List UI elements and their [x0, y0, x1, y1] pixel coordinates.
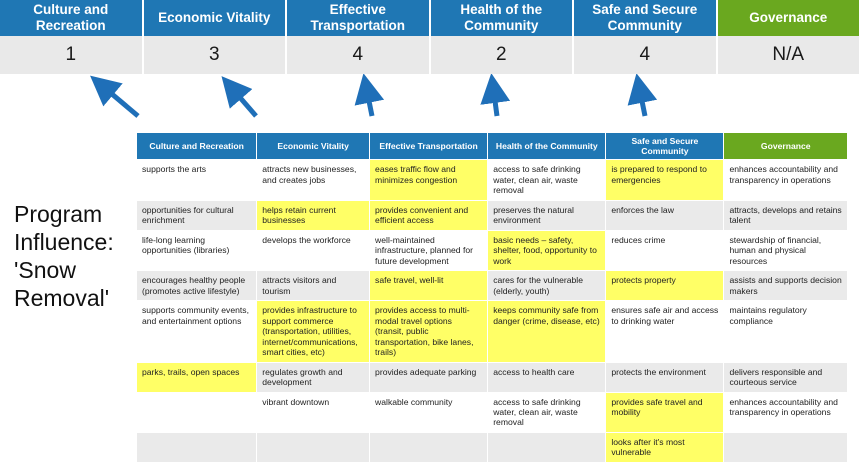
matrix-cell: access to safe drinking water, clean air, waste removal — [488, 392, 606, 432]
matrix-cell: attracts visitors and tourism — [257, 271, 370, 301]
table-row — [137, 160, 848, 200]
matrix-cell — [724, 432, 848, 462]
program-influence-caption: Program Influence: 'Snow Removal' — [14, 201, 114, 312]
matrix-cell: provides safe travel and mobility — [606, 392, 724, 432]
matrix-cell: access to safe drinking water, clean air, waste removal — [488, 160, 606, 200]
score-effective-transportation: 4 — [287, 36, 431, 74]
matrix-cell: assists and supports decision makers — [724, 271, 848, 301]
strategic-outcomes-matrix — [136, 132, 848, 463]
matrix-cell: enhances accountability and transparency in operations — [724, 160, 848, 200]
matrix-header-effective-transportation: Effective Transportation — [370, 133, 488, 160]
matrix-cell: safe travel, well-lit — [370, 271, 488, 301]
arrow-group — [0, 74, 859, 134]
matrix-cell: enhances accountability and transparency in operations — [724, 392, 848, 432]
matrix-cell: is prepared to respond to emergencies — [606, 160, 724, 200]
matrix-header-health-of-the-community: Health of the Community — [488, 133, 606, 160]
matrix-cell: attracts new businesses, and creates jobs — [257, 160, 370, 200]
table-row — [137, 200, 848, 230]
table-row — [137, 362, 848, 392]
matrix-cell: parks, trails, open spaces — [137, 362, 257, 392]
scorecard-header-band — [0, 0, 859, 36]
table-row — [137, 301, 848, 362]
matrix-header-safe-and-secure-community: Safe and Secure Community — [606, 133, 724, 160]
matrix-cell — [488, 432, 606, 462]
score-culture-and-recreation: 1 — [0, 36, 144, 74]
header-cell-governance: Governance — [718, 0, 859, 36]
matrix-cell: provides adequate parking — [370, 362, 488, 392]
matrix-cell: eases traffic flow and minimizes congestion — [370, 160, 488, 200]
matrix-cell: attracts, develops and retains talent — [724, 200, 848, 230]
table-row — [137, 271, 848, 301]
matrix-cell: reduces crime — [606, 230, 724, 270]
arrow-icon-culture-and-recreation — [100, 84, 138, 116]
matrix-cell: provides infrastructure to support commerce (transportation, utilities, internet/communications, smart cities, etc) — [257, 301, 370, 362]
arrow-icon-effective-transportation — [366, 86, 372, 116]
score-safe-and-secure-community: 4 — [574, 36, 718, 74]
matrix-cell: provides convenient and efficient access — [370, 200, 488, 230]
matrix-cell: provides access to multi-modal travel options (transit, public transportation, bike lanes, trails) — [370, 301, 488, 362]
header-cell-effective-transportation: Effective Transportation — [287, 0, 431, 36]
matrix-cell: life-long learning opportunities (libraries) — [137, 230, 257, 270]
matrix-cell — [137, 432, 257, 462]
matrix-header-economic-vitality: Economic Vitality — [257, 133, 370, 160]
score-health-of-the-community: 2 — [431, 36, 575, 74]
score-economic-vitality: 3 — [144, 36, 288, 74]
matrix-cell: looks after it's most vulnerable — [606, 432, 724, 462]
matrix-cell: keeps community safe from danger (crime, disease, etc) — [488, 301, 606, 362]
matrix-cell: cares for the vulnerable (elderly, youth) — [488, 271, 606, 301]
matrix-cell — [257, 432, 370, 462]
matrix-cell: helps retain current businesses — [257, 200, 370, 230]
table-row — [137, 392, 848, 432]
matrix-cell — [370, 432, 488, 462]
arrow-icon-health-of-the-community — [493, 86, 497, 116]
score-band — [0, 36, 859, 74]
matrix-cell: protects the environment — [606, 362, 724, 392]
matrix-cell: enforces the law — [606, 200, 724, 230]
header-cell-safe-and-secure-community: Safe and Secure Community — [574, 0, 718, 36]
matrix-cell: walkable community — [370, 392, 488, 432]
matrix-cell: maintains regulatory compliance — [724, 301, 848, 362]
matrix-cell: well-maintained infrastructure, planned for future development — [370, 230, 488, 270]
matrix-cell: encourages healthy people (promotes active lifestyle) — [137, 271, 257, 301]
matrix-header-governance: Governance — [724, 133, 848, 160]
matrix-cell: opportunities for cultural enrichment — [137, 200, 257, 230]
arrow-icon-safe-and-secure-community — [639, 86, 645, 116]
score-governance: N/A — [772, 44, 805, 65]
matrix-cell: stewardship of financial, human and physical resources — [724, 230, 848, 270]
matrix-cell: protects property — [606, 271, 724, 301]
header-cell-health-of-the-community: Health of the Community — [431, 0, 575, 36]
table-row — [137, 230, 848, 270]
header-cell-economic-vitality: Economic Vitality — [144, 0, 288, 36]
arrow-icon-economic-vitality — [230, 86, 256, 116]
matrix-cell — [137, 392, 257, 432]
matrix-cell: delivers responsible and courteous service — [724, 362, 848, 392]
table-row — [137, 432, 848, 462]
matrix-cell: preserves the natural environment — [488, 200, 606, 230]
matrix-cell: supports the arts — [137, 160, 257, 200]
matrix-cell: basic needs – safety, shelter, food, opportunity to work — [488, 230, 606, 270]
matrix-cell: vibrant downtown — [257, 392, 370, 432]
matrix-cell: supports community events, and entertainment options — [137, 301, 257, 362]
matrix-cell: develops the workforce — [257, 230, 370, 270]
header-cell-culture-and-recreation: Culture and Recreation — [0, 0, 144, 36]
matrix-header-culture-and-recreation: Culture and Recreation — [137, 133, 257, 160]
matrix-header-row — [137, 133, 848, 160]
matrix-cell: regulates growth and development — [257, 362, 370, 392]
matrix-cell: access to health care — [488, 362, 606, 392]
matrix-cell: ensures safe air and access to drinking water — [606, 301, 724, 362]
